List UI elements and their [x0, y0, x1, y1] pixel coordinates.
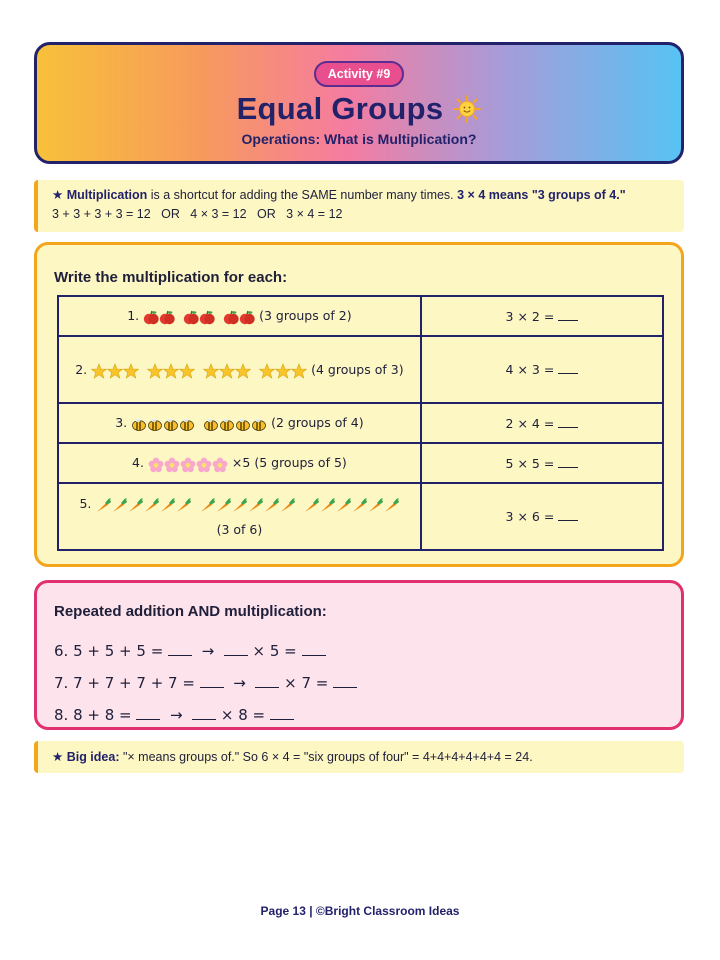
carrot-icon: [143, 498, 159, 514]
group-label: (3 of 6): [216, 522, 263, 537]
carrot-icon: [175, 498, 191, 514]
answer-blank[interactable]: [168, 644, 192, 656]
multiplication-expression: × 8 =: [220, 706, 266, 724]
equation-text: 4 × 3 =: [505, 362, 555, 377]
page-title: Equal Groups: [236, 91, 444, 126]
carrot-icon: [215, 498, 231, 514]
answer-cell[interactable]: [421, 443, 663, 483]
carrot-icon: [199, 498, 215, 514]
picture-cell: [58, 296, 421, 336]
star-icon: [235, 363, 251, 379]
star-icon: [259, 363, 275, 379]
addition-expression: 5 + 5 + 5 =: [73, 642, 164, 660]
carrot-icon: [247, 498, 263, 514]
section-title: Write the multiplication for each:: [54, 269, 288, 286]
list-item: [54, 667, 357, 699]
arrow-right-icon: →: [201, 642, 215, 660]
multiplier-suffix: ×5: [231, 455, 251, 470]
answer-blank[interactable]: [333, 676, 357, 688]
bee-icon: [179, 417, 195, 433]
carrot-icon: [127, 498, 143, 514]
list-item: [54, 699, 357, 731]
table-row: [58, 443, 663, 483]
item-number: 7.: [54, 674, 69, 692]
item-number: 6.: [54, 642, 69, 660]
carrot-icon: [367, 498, 383, 514]
answer-cell[interactable]: [421, 296, 663, 336]
star-icon: [291, 363, 307, 379]
picture-cell: [58, 336, 421, 403]
picture-group: [148, 451, 228, 476]
answer-blank[interactable]: [558, 511, 578, 521]
apple-icon: [239, 310, 255, 326]
flower-icon: [148, 457, 164, 473]
flower-icon: [212, 457, 228, 473]
group-label: (4 groups of 3): [311, 361, 404, 377]
answer-cell[interactable]: [421, 336, 663, 403]
picture-group: [143, 304, 255, 329]
carrot-icon: [383, 498, 399, 514]
answer-blank[interactable]: [136, 708, 160, 720]
item-number: 3.: [115, 415, 128, 430]
carrot-icon: [159, 498, 175, 514]
group-label: (5 groups of 5): [254, 455, 347, 470]
bee-icon: [163, 417, 179, 433]
star-icon: [163, 363, 179, 379]
intro-line-1: [52, 186, 670, 205]
bee-icon: [131, 417, 147, 433]
intro-term: Multiplication: [66, 188, 148, 202]
bee-icon: [251, 417, 267, 433]
star-bullet-icon: ★: [52, 750, 64, 764]
big-idea-text: "× means groups of." So 6 × 4 = "six groups of four" = 4+4+4+4+4+4 = 24.: [119, 750, 533, 764]
star-icon: [91, 363, 107, 379]
bee-icon: [235, 417, 251, 433]
answer-blank[interactable]: [558, 311, 578, 321]
addition-list: [54, 635, 357, 731]
answer-blank[interactable]: [558, 418, 578, 428]
apple-icon: [143, 310, 159, 326]
star-icon: [219, 363, 235, 379]
carrot-icon: [351, 498, 367, 514]
picture-cell: [58, 443, 421, 483]
intro-callout: [34, 180, 684, 232]
table-row: [58, 336, 663, 403]
picture-group: [91, 358, 307, 383]
answer-blank[interactable]: [200, 676, 224, 688]
star-icon: [179, 363, 195, 379]
item-number: 1.: [127, 308, 140, 323]
write-multiplication-section: [34, 242, 684, 567]
star-icon: [123, 363, 139, 379]
carrot-icon: [111, 498, 127, 514]
sun-icon: [453, 95, 481, 123]
page-footer: Page 13 | ©Bright Classroom Ideas: [260, 904, 460, 918]
item-number: 8.: [54, 706, 69, 724]
picture-group: [131, 411, 267, 436]
repeated-addition-section: [34, 580, 684, 730]
apple-icon: [199, 310, 215, 326]
table-row: [58, 296, 663, 336]
answer-blank[interactable]: [558, 458, 578, 468]
groups-table: [57, 295, 664, 551]
apple-icon: [223, 310, 239, 326]
answer-blank[interactable]: [302, 644, 326, 656]
carrot-icon: [279, 498, 295, 514]
addition-expression: 7 + 7 + 7 + 7 =: [73, 674, 195, 692]
star-icon: [275, 363, 291, 379]
star-icon: [107, 363, 123, 379]
multiplication-expression: × 5 =: [252, 642, 297, 660]
answer-blank[interactable]: [192, 708, 216, 720]
arrow-right-icon: →: [233, 674, 246, 692]
answer-blank[interactable]: [270, 708, 294, 720]
flower-icon: [180, 457, 196, 473]
big-idea-callout: [34, 741, 684, 773]
arrow-right-icon: →: [169, 706, 183, 724]
star-icon: [147, 363, 163, 379]
answer-blank[interactable]: [255, 676, 279, 688]
item-number: 2.: [75, 361, 88, 377]
bee-icon: [203, 417, 219, 433]
item-number: 4.: [132, 455, 144, 470]
carrot-icon: [95, 498, 111, 514]
activity-header: [34, 42, 684, 164]
item-number: 5.: [79, 496, 92, 511]
equation-text: 2 × 4 =: [505, 415, 555, 431]
table-row: [58, 403, 663, 443]
equation-text: 3 × 2 =: [505, 308, 555, 324]
apple-icon: [159, 310, 175, 326]
answer-blank[interactable]: [558, 364, 578, 374]
table-row: [58, 483, 663, 550]
equation-text: 5 × 5 =: [505, 455, 555, 471]
carrot-icon: [303, 498, 319, 514]
page-subtitle: Operations: What is Multiplication?: [241, 131, 477, 147]
big-idea-label: Big idea:: [66, 750, 120, 764]
answer-blank[interactable]: [224, 644, 248, 656]
carrot-icon: [335, 498, 351, 514]
bee-icon: [219, 417, 235, 433]
carrot-icon: [319, 498, 335, 514]
equation-text: 3 × 6 =: [505, 509, 555, 524]
star-bullet-icon: ★: [52, 188, 64, 202]
intro-emphasis: 3 × 4 means "3 groups of 4.": [457, 188, 626, 202]
intro-text: is a shortcut for adding the SAME number many times.: [147, 188, 458, 202]
answer-cell[interactable]: [421, 483, 663, 550]
flower-icon: [196, 457, 212, 473]
list-item: [54, 635, 357, 667]
carrot-icon: [231, 498, 247, 514]
apple-icon: [183, 310, 199, 326]
bee-icon: [147, 417, 163, 433]
activity-badge: Activity #9: [314, 61, 405, 87]
picture-cell: [58, 483, 421, 550]
star-icon: [203, 363, 219, 379]
picture-group: [95, 492, 399, 517]
intro-line-2: 3 + 3 + 3 + 3 = 12 OR 4 × 3 = 12 OR 3 × 4 = 12: [52, 207, 343, 221]
group-label: (2 groups of 4): [271, 415, 364, 430]
picture-cell: [58, 403, 421, 443]
flower-icon: [164, 457, 180, 473]
multiplication-expression: × 7 =: [284, 674, 329, 692]
section-title: Repeated addition AND multiplication:: [54, 603, 327, 620]
answer-cell[interactable]: [421, 403, 663, 443]
carrot-icon: [263, 498, 279, 514]
group-label: (3 groups of 2): [259, 308, 352, 323]
addition-expression: 8 + 8 =: [73, 706, 132, 724]
